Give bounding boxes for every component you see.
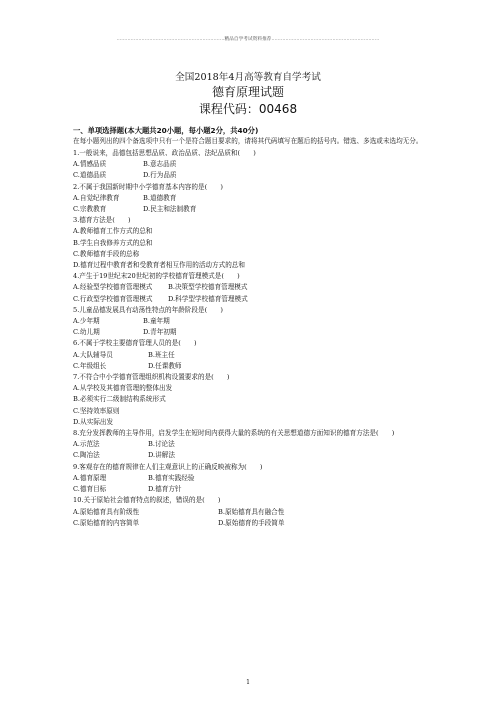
option-d: D.民主和法制教育	[143, 205, 197, 214]
option-b: B.学生自我修养方式的总和	[73, 238, 153, 247]
option-d: D.青年初期	[143, 328, 177, 337]
option-row	[73, 159, 433, 170]
option-row	[73, 350, 433, 361]
option-b: B.原始德育具有融合性	[218, 507, 285, 516]
option-row	[73, 507, 433, 518]
option-b: B.道德教育	[143, 193, 177, 202]
option-c: C.德育目标	[73, 485, 107, 494]
question-content	[73, 125, 433, 529]
option-c: C.行政型学校德育管理模式	[73, 294, 153, 303]
question-stem: 6.不属于学校主要德育管理人员的是( )	[73, 339, 197, 348]
option-c: C.原始德育的内容简单	[73, 518, 140, 527]
course-code: 课程代码：00468	[198, 102, 298, 116]
option-b: B.童年期	[143, 317, 170, 326]
option-row	[73, 282, 433, 293]
question-stem: 7.不符合中小学德育管理组织机构设置要求的是( )	[73, 373, 230, 382]
option-row	[73, 316, 433, 327]
section-heading: 一、单项选择题(本大题共20小题，每小题2分，共40分)	[73, 126, 259, 135]
question-stem: 5.儿童品德发展具有动荡性特点的年龄阶段是( )	[73, 305, 223, 314]
option-row	[73, 327, 433, 338]
option-d: D.行为品质	[143, 171, 177, 180]
option-d: D.原始德育的手段简单	[218, 518, 285, 527]
option-c: C.陶冶法	[73, 451, 100, 460]
option-d: D.讲解法	[148, 451, 175, 460]
option-row	[73, 204, 433, 215]
option-row	[73, 450, 433, 461]
option-row	[73, 473, 433, 484]
option-a: A.经验型学校德育管理模式	[73, 283, 153, 292]
option-b: B.班主任	[148, 350, 175, 359]
option-b: B.讨论法	[148, 440, 175, 449]
section-instruction: 在每小题列出的四个备选项中只有一个是符合题目要求的，请将其代码填写在题后的括号内。错选、多选或未选均无分。	[73, 137, 423, 145]
option-b: B.意志品质	[143, 160, 177, 169]
option-row	[73, 484, 433, 495]
subject-title: 德育原理试题	[211, 85, 284, 99]
option-a: A.从学校及其德育管理的整体出发	[73, 384, 173, 393]
option-row	[73, 170, 433, 181]
option-a: A.教师德育工作方式的总和	[73, 227, 153, 236]
option-c: C.幼儿期	[73, 328, 100, 337]
option-c: C.年级组长	[73, 361, 107, 370]
option-row	[73, 518, 433, 529]
option-a: A.自觉纪律教育	[73, 193, 120, 202]
option-d: D.德育方针	[148, 485, 182, 494]
option-b: B.决策型学校德育管理模式	[168, 283, 248, 292]
question-stem: 10.关于原始社会德育特点的叙述，错误的是( )	[73, 496, 221, 505]
exam-title: 全国2018年4月高等教育自学考试	[175, 72, 321, 83]
question-stem: 3.德育方法是( )	[73, 216, 131, 225]
option-d: D.科学型学校德育管理模式	[168, 294, 248, 303]
page-header: ……………………………………………………………精品自学考试资料推荐……………………………………………………………	[116, 37, 380, 42]
page-number: 1	[246, 679, 250, 686]
option-row	[73, 193, 433, 204]
option-a: A.情感品质	[73, 160, 107, 169]
option-c: C.宗教教育	[73, 205, 107, 214]
question-stem: 8.充分发挥教师的主导作用，启发学生在短时间内获得大量的系统的有关思想道德方面知识的德育方法是( )	[73, 429, 395, 438]
option-row	[73, 361, 433, 372]
option-b: B.德育实践经验	[148, 473, 195, 482]
option-b: B.必须实行二级制结构系统形式	[73, 395, 166, 404]
option-a: A.大队辅导员	[73, 350, 113, 359]
option-a: A.少年期	[73, 317, 100, 326]
option-d: D.任课教师	[148, 361, 182, 370]
option-a: A.原始德育具有阶级性	[73, 507, 140, 516]
title-block	[0, 72, 496, 118]
option-row	[73, 294, 433, 305]
question-stem: 4.产生于19世纪末20世纪初的学校德育管理模式是( )	[73, 272, 240, 281]
option-c: C.教师德育手段的总称	[73, 249, 140, 258]
option-c: C.坚持效率原则	[73, 406, 120, 415]
question-stem: 2.不属于我国新时期中小学德育基本内容的是( )	[73, 182, 223, 191]
option-a: A.德育原理	[73, 473, 107, 482]
question-stem: 1.一般说来，品德包括思想品质、政治品质、法纪品质和( )	[73, 149, 256, 157]
option-c: C.道德品质	[73, 171, 107, 180]
option-d: D.从实际出发	[73, 417, 114, 426]
option-d: D.德育过程中教育者和受教育者相互作用的活动方式的总和	[73, 261, 245, 270]
option-a: A.示范法	[73, 440, 100, 449]
option-row	[73, 439, 433, 450]
question-stem: 9.客观存在的德育规律在人们主观意识上的正确反映被称为( )	[73, 462, 263, 471]
